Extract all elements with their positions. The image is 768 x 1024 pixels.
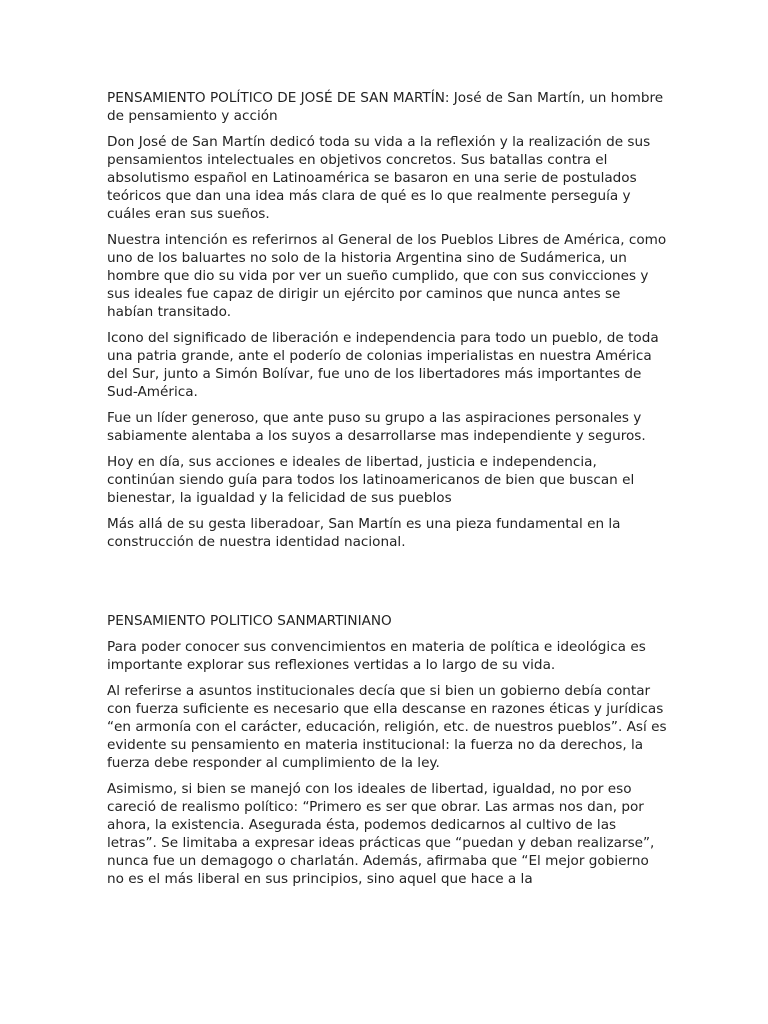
section2-paragraph-1: Para poder conocer sus convencimientos en materia de política e ideológica es importante explorar sus reflexiones vertidas a lo largo de su vida. [107, 639, 646, 673]
section2-paragraph-2: Al referirse a asuntos institucionales decía que si bien un gobierno debía contar con fuerza suficiente es necesario que ella descanse en razones éticas y jurídicas “en armonía con el carácter, educación, religión, etc. de nuestros pueblos”. Así es evidente su pensamiento en materia institucional: la fuerza no da derechos, la fuerza debe responder al cumplimiento de la ley. [107, 683, 667, 771]
section1-paragraph-4: Fue un líder generoso, que ante puso su grupo a las aspiraciones personales y sabiamente alentaba a los suyos a desarrollarse mas independiente y seguros. [107, 410, 646, 444]
section2-heading: PENSAMIENTO POLITICO SANMARTINIANO [107, 613, 392, 629]
section2-paragraph-3: Asimismo, si bien se manejó con los ideales de libertad, igualdad, no por eso careció de realismo político: “Primero es ser que obrar. Las armas nos dan, por ahora, la existencia. Asegurada ésta, podemos dedicarnos al cultivo de las letras”. Se limitaba a expresar ideas prácticas que “puedan y deban realizarse”, nunca fue un demagogo o charlatán. Además, afirmaba que “El mejor gobierno no es el más liberal en sus principios, sino aquel que hace a la [107, 781, 655, 887]
document-page [107, 89, 667, 896]
section1-heading: PENSAMIENTO POLÍTICO DE JOSÉ DE SAN MARTÍN: José de San Martín, un hombre de pensamiento y acción [107, 90, 664, 124]
section1-paragraph-2: Nuestra intención es referirnos al General de los Pueblos Libres de América, como uno de los baluartes no solo de la historia Argentina sino de Sudámerica, un hombre que dio su vida por ver un sueño cumplido, que con sus convicciones y sus ideales fue capaz de dirigir un ejército por caminos que nunca antes se habían transitado. [107, 232, 667, 320]
section1-paragraph-3: Icono del significado de liberación e independencia para todo un pueblo, de toda una patria grande, ante el poderío de colonias imperialistas en nuestra América del Sur, junto a Simón Bolívar, fue uno de los libertadores más importantes de Sud-América. [107, 330, 659, 400]
section1-paragraph-5: Hoy en día, sus acciones e ideales de libertad, justicia e independencia, continúan siendo guía para todos los latinoamericanos de bien que buscan el bienestar, la igualdad y la felicidad de sus pueblos [107, 454, 635, 506]
section1-paragraph-6: Más allá de su gesta liberadoar, San Martín es una pieza fundamental en la construcción de nuestra identidad nacional. [107, 516, 621, 550]
section1-paragraph-1: Don José de San Martín dedicó toda su vida a la reflexión y la realización de sus pensamientos intelectuales en objetivos concretos. Sus batallas contra el absolutismo español en Latinoamérica se basaron en una serie de postulados teóricos que dan una idea más clara de qué es lo que realmente perseguía y cuáles eran sus sueños. [107, 134, 651, 222]
section-spacer [107, 559, 667, 612]
